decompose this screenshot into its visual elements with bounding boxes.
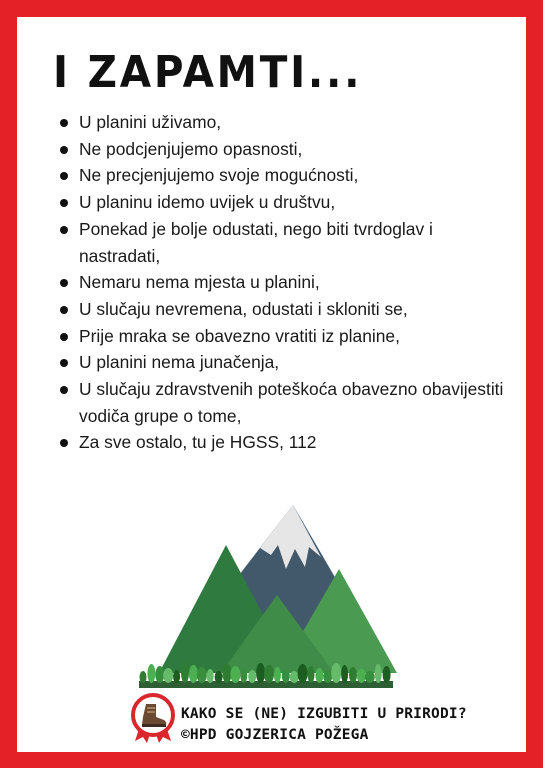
tree [207,669,214,683]
list-item: Ne podcjenjujemo opasnosti, [57,136,507,163]
tree [290,671,299,683]
tree [341,665,348,683]
tree [308,666,315,683]
hiking-boot-badge-icon [131,693,175,745]
tree [331,663,341,683]
tree [298,664,308,683]
footer [181,704,467,746]
tree [264,665,274,683]
list-item: Prije mraka se obavezno vratiti iz planine, [57,323,507,350]
tree [282,669,290,683]
tree [383,666,391,683]
list-item: U slučaju zdravstvenih poteškoća obavezno obavijestiti vodiča grupe o tome, [57,376,507,429]
list-item: Ponekad je bolje odustati, nego biti tvrdoglav i nastradati, [57,216,507,269]
tree [315,668,323,683]
tree [223,664,232,683]
tree [147,664,155,683]
tree [189,665,198,683]
list-item: Ne precjenjujemo svoje mogućnosti, [57,162,507,189]
tree [215,671,223,683]
list-item: Za sve ostalo, tu je HGSS, 112 [57,429,507,456]
tree [140,671,147,683]
tree [173,670,180,683]
tree [256,663,265,683]
list-item: U planini nema junačenja, [57,349,507,376]
mountains-illustration [129,483,399,703]
tree [181,663,189,683]
rules-list [57,109,507,456]
tree [357,669,366,683]
tree [274,667,281,683]
footer-tagline: KAKO SE (NE) IZGUBITI U PRIRODI? [181,706,467,722]
tree [155,666,164,683]
list-item: Nemaru nema mjesta u planini, [57,269,507,296]
tree [197,667,207,683]
tree [230,666,240,683]
tree [349,667,357,683]
tree [240,668,247,683]
tree [163,668,173,683]
tree [365,671,375,683]
poster-page [17,17,526,752]
tree [375,664,382,683]
list-item: U planini uživamo, [57,109,507,136]
tree [248,670,256,683]
tree [323,670,332,683]
page-title: I ZAPAMTI... [53,47,363,98]
footer-copyright: ©HPD GOJZERICA POŽEGA [181,727,369,743]
list-item: U slučaju nevremena, odustati i skloniti se, [57,296,507,323]
list-item: U planinu idemo uvijek u društvu, [57,189,507,216]
